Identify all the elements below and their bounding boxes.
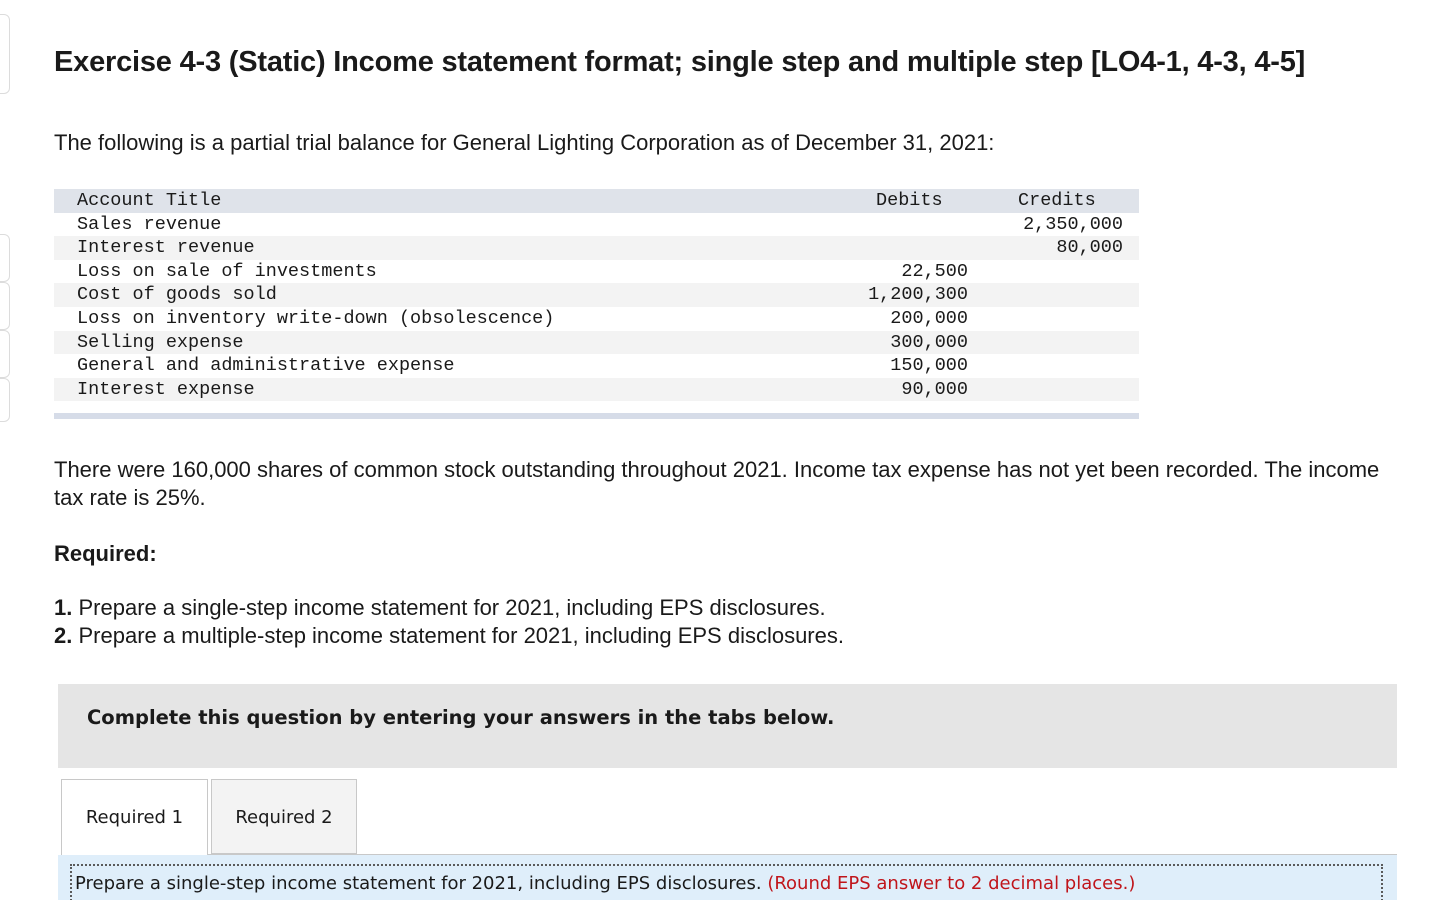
debit-value: 1,200,300 <box>868 284 968 306</box>
tab-instruction <box>75 873 1135 894</box>
table-row <box>54 378 1139 402</box>
info-paragraph: There were 160,000 shares of common stock outstanding throughout 2021. Income tax expense has not yet been recorded. The income tax rate is 25%. <box>54 457 1380 510</box>
table-header-row <box>54 189 1139 213</box>
side-panel-edge <box>0 282 10 330</box>
account-title: Loss on sale of investments <box>77 260 377 282</box>
required-item <box>54 594 844 622</box>
trial-balance-table <box>54 189 1139 419</box>
table-row <box>54 260 1139 284</box>
table-row <box>54 331 1139 355</box>
credit-value: 80,000 <box>1056 237 1123 259</box>
debit-value: 150,000 <box>890 355 968 377</box>
account-title: Sales revenue <box>77 213 222 235</box>
side-panel-edge <box>0 330 10 378</box>
side-panel-edge <box>0 234 10 282</box>
instructions-banner <box>58 684 1397 768</box>
required-item-text: Prepare a single-step income statement for 2021, including EPS disclosures. <box>78 595 826 620</box>
instructions-banner-text: Complete this question by entering your answers in the tabs below. <box>87 706 835 729</box>
required-item <box>54 622 844 650</box>
exercise-intro: The following is a partial trial balance for General Lighting Corporation as of December 31, 2021: <box>54 130 995 155</box>
tab-instruction-bar <box>58 855 1397 900</box>
table-footer-rule <box>54 413 1139 419</box>
side-panel-edge <box>0 378 10 422</box>
table-row <box>54 283 1139 307</box>
tab-instruction-text: Prepare a single-step income statement for 2021, including EPS disclosures. <box>75 873 762 894</box>
credit-value: 2,350,000 <box>1023 213 1123 235</box>
account-title: Loss on inventory write-down (obsolescence) <box>77 307 555 329</box>
header-account-title: Account Title <box>77 190 222 211</box>
debit-value: 200,000 <box>890 307 968 329</box>
table-row <box>54 213 1139 237</box>
required-heading: Required: <box>54 541 157 566</box>
table-row <box>54 354 1139 378</box>
required-item-text: Prepare a multiple-step income statement for 2021, including EPS disclosures. <box>78 623 844 648</box>
instruction-focus-outline <box>70 864 1383 900</box>
account-title: Cost of goods sold <box>77 284 277 306</box>
header-credits: Credits <box>1018 190 1096 211</box>
required-list <box>54 594 844 650</box>
exercise-title: Exercise 4-3 (Static) Income statement format; single step and multiple step [LO4-1, 4-3, 4-5] <box>54 46 1306 78</box>
side-panel-edge <box>0 14 10 94</box>
debit-value: 300,000 <box>890 331 968 353</box>
account-title: Interest expense <box>77 378 255 400</box>
table-row <box>54 236 1139 260</box>
tab-required-1[interactable]: Required 1 <box>61 779 208 856</box>
required-item-number: 1. <box>54 595 73 620</box>
debit-value: 90,000 <box>901 378 968 400</box>
required-item-number: 2. <box>54 623 73 648</box>
table-spacer <box>54 401 1139 413</box>
tab-required-2[interactable]: Required 2 <box>211 779 357 854</box>
table-row <box>54 307 1139 331</box>
header-debits: Debits <box>876 190 943 211</box>
tab-instruction-note: (Round EPS answer to 2 decimal places.) <box>767 873 1136 894</box>
account-title: Selling expense <box>77 331 244 353</box>
debit-value: 22,500 <box>901 260 968 282</box>
account-title: Interest revenue <box>77 237 255 259</box>
account-title: General and administrative expense <box>77 355 455 377</box>
